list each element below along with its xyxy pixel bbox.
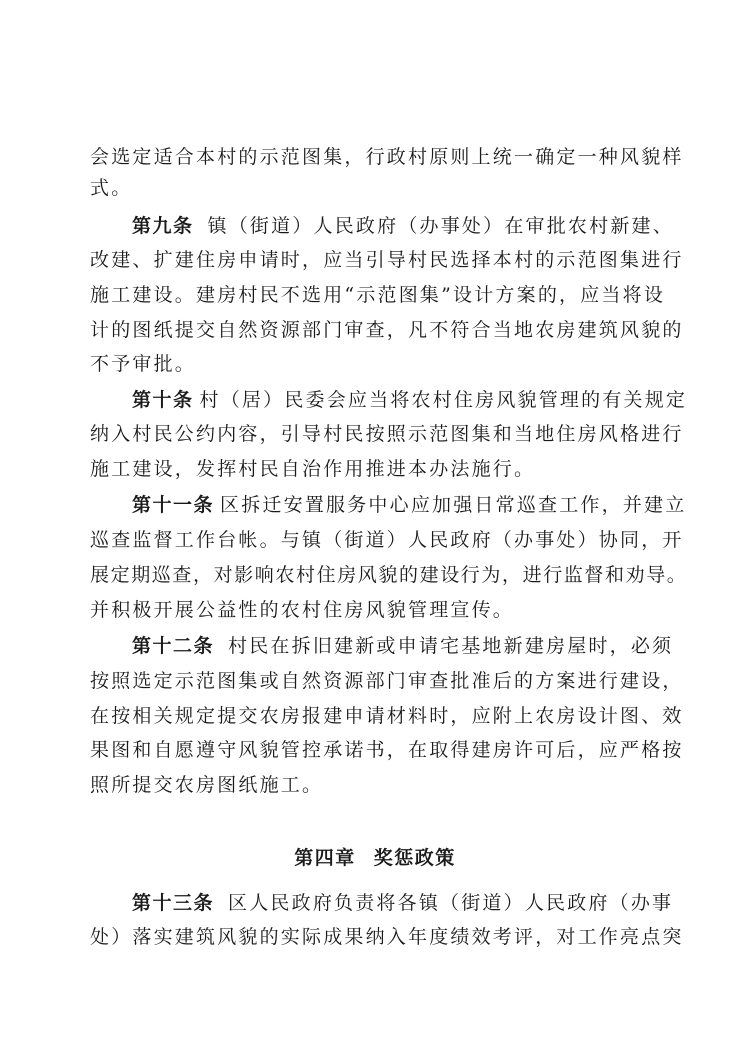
article-10-title: 第十条 — [132, 389, 194, 411]
article-9-title: 第九条 — [132, 215, 194, 237]
paragraph-line: 施工建设，发挥村民自治作用推进本办法施行。 — [90, 458, 536, 480]
paragraph-line: 会选定适合本村的示范图集，行政村原则上统一确定一种风貌样 — [90, 146, 684, 168]
paragraph-line: 施工建设。建房村民不选用“示范图集”设计方案的，应当将设 — [90, 284, 666, 306]
chapter-heading — [0, 846, 750, 870]
chapter-title: 奖惩政策 — [373, 847, 456, 869]
article-12-title: 第十二条 — [132, 635, 215, 657]
paragraph-line: 不予审批。 — [90, 353, 197, 375]
article-11-title: 第十一条 — [132, 494, 215, 516]
article-10-first-line — [132, 388, 688, 412]
article-9-first-line — [132, 214, 672, 238]
paragraph-line: 展定期巡查，对影响农村住房风貌的建设行为，进行监督和劝导。 — [90, 564, 688, 586]
paragraph-line: 并积极开展公益性的农村住房风貌管理宣传。 — [90, 599, 515, 621]
paragraph-line: 处）落实建筑风貌的实际成果纳入年度绩效考评，对工作亮点突 — [90, 926, 684, 948]
paragraph-line: 纳入村民公约内容，引导村民按照示范图集和当地住房风格进行 — [90, 423, 684, 445]
paragraph-text: 区人民政府负责将各镇（街道）人民政府（办事 — [228, 892, 674, 914]
paragraph-line: 计的图纸提交自然资源部门审查，凡不符合当地农房建筑风貌的 — [90, 319, 684, 341]
paragraph-text: 区拆迁安置服务中心应加强日常巡查工作，并建立 — [220, 494, 687, 516]
paragraph-line: 巡查监督工作台帐。与镇（街道）人民政府（办事处）协同，开 — [90, 529, 684, 551]
article-13-title: 第十三条 — [132, 892, 215, 914]
paragraph-line: 照所提交农房图纸施工。 — [90, 774, 324, 796]
paragraph-line: 按照选定示范图集或自然资源部门审查批准后的方案进行建设， — [90, 670, 684, 692]
paragraph-line: 果图和自愿遵守风貌管控承诺书，在取得建房许可后，应严格按 — [90, 739, 684, 761]
paragraph-text: 镇（街道）人民政府（办事处）在审批农村新建、 — [207, 215, 674, 237]
paragraph-text: 村民在拆旧建新或申请宅基地新建房屋时，必须 — [228, 635, 674, 657]
paragraph-line: 在按相关规定提交农房报建申请材料时，应附上农房设计图、效 — [90, 705, 684, 727]
chapter-number: 第四章 — [294, 847, 356, 869]
article-12-first-line — [132, 634, 672, 658]
article-11-first-line — [132, 493, 687, 517]
paragraph-line: 改建、扩建住房申请时，应当引导村民选择本村的示范图集进行 — [90, 249, 684, 271]
article-13-first-line — [132, 891, 672, 915]
paragraph-line: 式。 — [90, 177, 133, 199]
paragraph-text: 村（居）民委会应当将农村住房风貌管理的有关规定 — [199, 389, 688, 411]
